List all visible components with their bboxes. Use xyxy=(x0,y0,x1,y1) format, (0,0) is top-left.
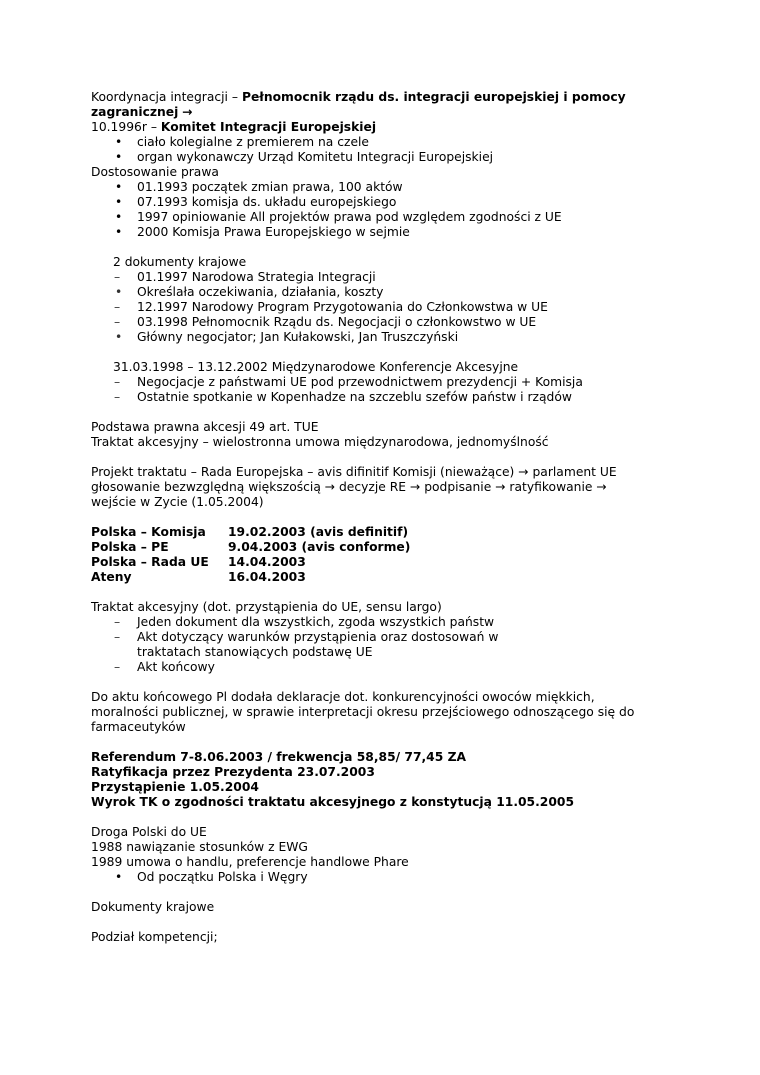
arrow-icon: → xyxy=(182,105,193,119)
table-row xyxy=(91,570,410,585)
list-item: – 03.1998 Pełnomocnik Rządu ds. Negocjacji o członkowstwo w UE xyxy=(91,315,691,330)
committee-date: 10.1996r – xyxy=(91,120,161,134)
fact-line xyxy=(91,765,691,780)
coordination-paragraph xyxy=(91,90,691,120)
list-item: • Od początku Polska i Węgry xyxy=(91,870,691,885)
project-text: podpisanie xyxy=(420,480,496,494)
list-item: – 01.1997 Narodowa Strategia Integracji xyxy=(91,270,691,285)
domestic-list xyxy=(91,270,691,345)
committee-list xyxy=(91,135,691,165)
law-heading: Dostosowanie prawa xyxy=(91,165,219,179)
road-list xyxy=(91,870,691,885)
date-label: Polska – Rada UE xyxy=(91,555,209,569)
project-paragraph xyxy=(91,465,691,510)
plenipotentiary-title: Pełnomocnik rządu ds. integracji europejskiej i pomocy zagranicznej xyxy=(91,90,626,119)
coordination-label: Koordynacja integracji – xyxy=(91,90,242,104)
date-label: Polska – Komisja xyxy=(91,525,206,539)
accession-fact: Przystąpienie 1.05.2004 xyxy=(91,780,259,794)
table-row xyxy=(91,540,410,555)
list-item: • 07.1993 komisja ds. układu europejskiego xyxy=(91,195,691,210)
list-item: • 1997 opiniowanie All projektów prawa pod względem zgodności z UE xyxy=(91,210,691,225)
dates-table xyxy=(91,525,410,585)
project-text: Projekt traktatu – Rada Europejska – avis difinitif Komisji (nieważące) xyxy=(91,465,519,479)
list-item: • 2000 Komisja Prawa Europejskiego w sejmie xyxy=(91,225,691,240)
conferences-heading: 31.03.1998 – 13.12.2002 Międzynarodowe Konferencje Akcesyjne xyxy=(113,360,519,374)
arrow-icon: → xyxy=(518,465,529,479)
arrow-icon: → xyxy=(495,480,506,494)
tribunal-fact: Wyrok TK o zgodności traktatu akcesyjnego z konstytucją 11.05.2005 xyxy=(91,795,574,809)
project-text: decyzje RE xyxy=(335,480,410,494)
table-row xyxy=(91,525,410,540)
list-item: – Akt dotyczący warunków przystąpienia oraz dostosowań w traktatach stanowiących podstawę UE xyxy=(91,630,691,660)
date-value: 14.04.2003 xyxy=(228,555,306,569)
treaty-heading: Traktat akcesyjny (dot. przystąpienia do UE, sensu largo) xyxy=(91,600,442,614)
road-line: 1989 umowa o handlu, preferencje handlowe Phare xyxy=(91,855,409,869)
road-heading: Droga Polski do UE xyxy=(91,825,207,839)
referendum-fact: Referendum 7-8.06.2003 / frekwencja 58,85/ 77,45 ZA xyxy=(91,750,467,764)
project-text: ratyfikowanie xyxy=(505,480,597,494)
conferences-list xyxy=(91,375,691,405)
arrow-icon: → xyxy=(324,480,336,494)
date-value: 19.02.2003 (avis definitif) xyxy=(228,525,409,539)
project-text: wejście w Zycie (1.05.2004) xyxy=(91,495,264,509)
competences-line: Podział kompetencji; xyxy=(91,930,218,944)
list-item: – Jeden dokument dla wszystkich, zgoda wszystkich państw xyxy=(91,615,691,630)
arrow-icon: → xyxy=(596,480,607,494)
project-text: głosowanie bezwzględną większością xyxy=(91,480,325,494)
committee-name: Komitet Integracji Europejskiej xyxy=(160,120,377,134)
ratification-fact: Ratyfikacja przez Prezydenta 23.07.2003 xyxy=(91,765,375,779)
legal-basis-line: Podstawa prawna akcesji 49 art. TUE xyxy=(91,420,319,434)
date-value: 16.04.2003 xyxy=(228,570,306,584)
date-label: Ateny xyxy=(91,570,132,584)
domestic-heading: 2 dokumenty krajowe xyxy=(113,255,247,269)
list-item: • Główny negocjator; Jan Kułakowski, Jan Truszczyński xyxy=(91,330,691,345)
list-item: – Negocjacje z państwami UE pod przewodnictwem prezydencji + Komisja xyxy=(91,375,691,390)
final-act-paragraph: Do aktu końcowego Pl dodała deklaracje dot. konkurencyjności owoców miękkich, moralności publicznej, w sprawie interpretacji okresu przejściowego odnoszącego się do farmaceutyków xyxy=(91,690,635,734)
fact-line xyxy=(91,795,691,810)
document-body xyxy=(91,90,691,945)
list-item: • ciało kolegialne z premierem na czele xyxy=(91,135,691,150)
list-item: • 01.1993 początek zmian prawa, 100 aktów xyxy=(91,180,691,195)
treaty-list xyxy=(91,615,691,675)
list-item: – Ostatnie spotkanie w Kopenhadze na szczeblu szefów państw i rządów xyxy=(91,390,691,405)
treaty-definition-line: Traktat akcesyjny – wielostronna umowa międzynarodowa, jednomyślność xyxy=(91,435,549,449)
fact-line xyxy=(91,750,691,765)
law-list xyxy=(91,180,691,240)
project-text: parlament UE xyxy=(528,465,617,479)
list-item: – 12.1997 Narodowy Program Przygotowania do Członkowstwa w UE xyxy=(91,300,691,315)
table-row xyxy=(91,555,410,570)
list-item: • organ wykonawczy Urząd Komitetu Integracji Europejskiej xyxy=(91,150,691,165)
list-item: • Określała oczekiwania, działania, koszty xyxy=(91,285,691,300)
fact-line xyxy=(91,780,691,795)
list-item: – Akt końcowy xyxy=(91,660,691,675)
arrow-icon: → xyxy=(409,480,421,494)
committee-line xyxy=(91,120,691,135)
date-value: 9.04.2003 (avis conforme) xyxy=(228,540,411,554)
date-label: Polska – PE xyxy=(91,540,169,554)
road-line: 1988 nawiązanie stosunków z EWG xyxy=(91,840,308,854)
domestic-docs-line: Dokumenty krajowe xyxy=(91,900,215,914)
